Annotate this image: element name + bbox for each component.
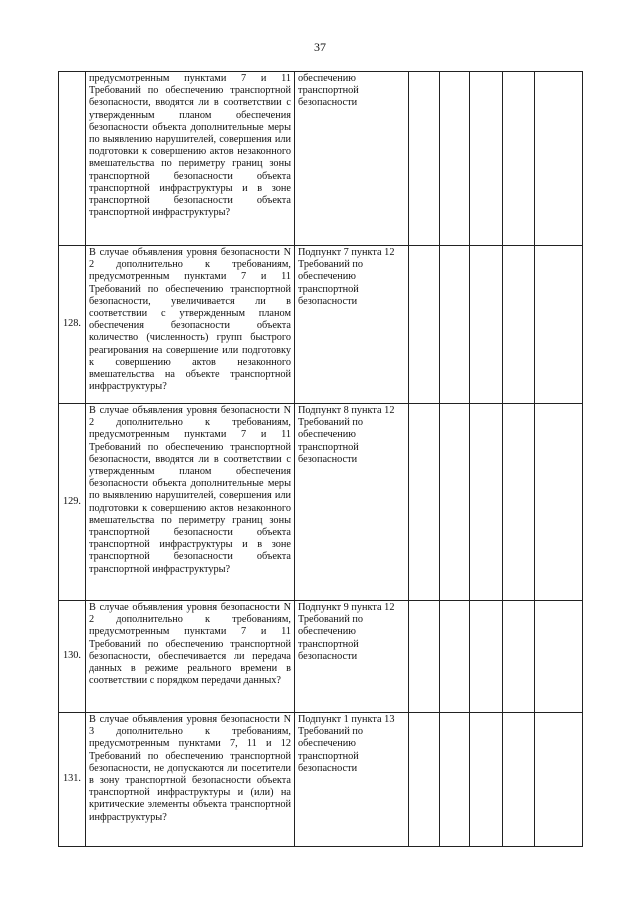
legal-reference: Подпункт 8 пункта 12 Требований по обеспечению транспортной безопасности	[295, 404, 409, 601]
answer-na-cell	[470, 246, 503, 404]
answer-na-cell	[470, 404, 503, 601]
comment-cell	[535, 72, 583, 246]
row-number: 130.	[59, 601, 86, 713]
answer-extra-cell	[503, 246, 535, 404]
answer-extra-cell	[503, 404, 535, 601]
comment-cell	[535, 601, 583, 713]
question-text: предусмотренным пунктами 7 и 11 Требований по обеспечению транспортной безопасности, вводятся ли в соответствии с утвержденным планом обеспечения безопасности объекта дополнительные меры по выявлению нарушителей, совершения или подготовки к совершению актов незаконного вмешательства по периметру границ зоны транспортной безопасности объекта транспортной инфраструктуры и в зоне транспортной безопасности объекта транспортной инфраструктуры?	[86, 72, 295, 246]
comment-cell	[535, 713, 583, 847]
answer-na-cell	[470, 713, 503, 847]
legal-reference: Подпункт 7 пункта 12 Требований по обеспечению транспортной безопасности	[295, 246, 409, 404]
comment-cell	[535, 246, 583, 404]
checklist-table	[58, 71, 583, 847]
answer-yes-cell	[409, 601, 440, 713]
answer-yes-cell	[409, 246, 440, 404]
table-row	[59, 601, 583, 713]
answer-no-cell	[440, 601, 470, 713]
answer-extra-cell	[503, 713, 535, 847]
table-row	[59, 72, 583, 246]
comment-cell	[535, 404, 583, 601]
answer-na-cell	[470, 601, 503, 713]
table-row	[59, 246, 583, 404]
answer-na-cell	[470, 72, 503, 246]
answer-extra-cell	[503, 72, 535, 246]
question-text: В случае объявления уровня безопасности N 3 дополнительно к требованиям, предусмотренным пунктами 7, 11 и 12 Требований по обеспечению транспортной безопасности, не допускаются ли посетители в зону транспортной безопасности объекта транспортной инфраструктуры и (или) на критические элементы объекта транспортной инфраструктуры?	[86, 713, 295, 847]
answer-extra-cell	[503, 601, 535, 713]
row-number: 129.	[59, 404, 86, 601]
page-number: 37	[314, 40, 326, 54]
answer-yes-cell	[409, 404, 440, 601]
answer-no-cell	[440, 404, 470, 601]
legal-reference: Подпункт 1 пункта 13 Требований по обеспечению транспортной безопасности	[295, 713, 409, 847]
question-text: В случае объявления уровня безопасности N 2 дополнительно к требованиям, предусмотренным пунктами 7 и 11 Требований по обеспечению транспортной безопасности, обеспечивается ли передача данных в режиме реального времени в соответствии с порядком передачи данных?	[86, 601, 295, 713]
answer-no-cell	[440, 246, 470, 404]
answer-no-cell	[440, 713, 470, 847]
answer-no-cell	[440, 72, 470, 246]
answer-yes-cell	[409, 713, 440, 847]
answer-yes-cell	[409, 72, 440, 246]
row-number	[59, 72, 86, 246]
question-text: В случае объявления уровня безопасности N 2 дополнительно к требованиям, предусмотренным пунктами 7 и 11 Требований по обеспечению транспортной безопасности, увеличивается ли в соответствии с утвержденным планом обеспечения безопасности объекта количество (численность) групп быстрого реагирования на совершение или подготовку к совершению актов незаконного вмешательства на объекте транспортной инфраструктуры?	[86, 246, 295, 404]
legal-reference: обеспечению транспортной безопасности	[295, 72, 409, 246]
table-row	[59, 404, 583, 601]
table-row	[59, 713, 583, 847]
row-number: 131.	[59, 713, 86, 847]
legal-reference: Подпункт 9 пункта 12 Требований по обеспечению транспортной безопасности	[295, 601, 409, 713]
row-number: 128.	[59, 246, 86, 404]
question-text: В случае объявления уровня безопасности N 2 дополнительно к требованиям, предусмотренным пунктами 7 и 11 Требований по обеспечению транспортной безопасности, вводятся ли в соответствии с утвержденным планом обеспечения безопасности объекта дополнительные меры по выявлению нарушителей, совершения или подготовки к совершению актов незаконного вмешательства по периметру границ зоны транспортной безопасности объекта транспортной инфраструктуры и в зоне транспортной безопасности объекта транспортной инфраструктуры?	[86, 404, 295, 601]
